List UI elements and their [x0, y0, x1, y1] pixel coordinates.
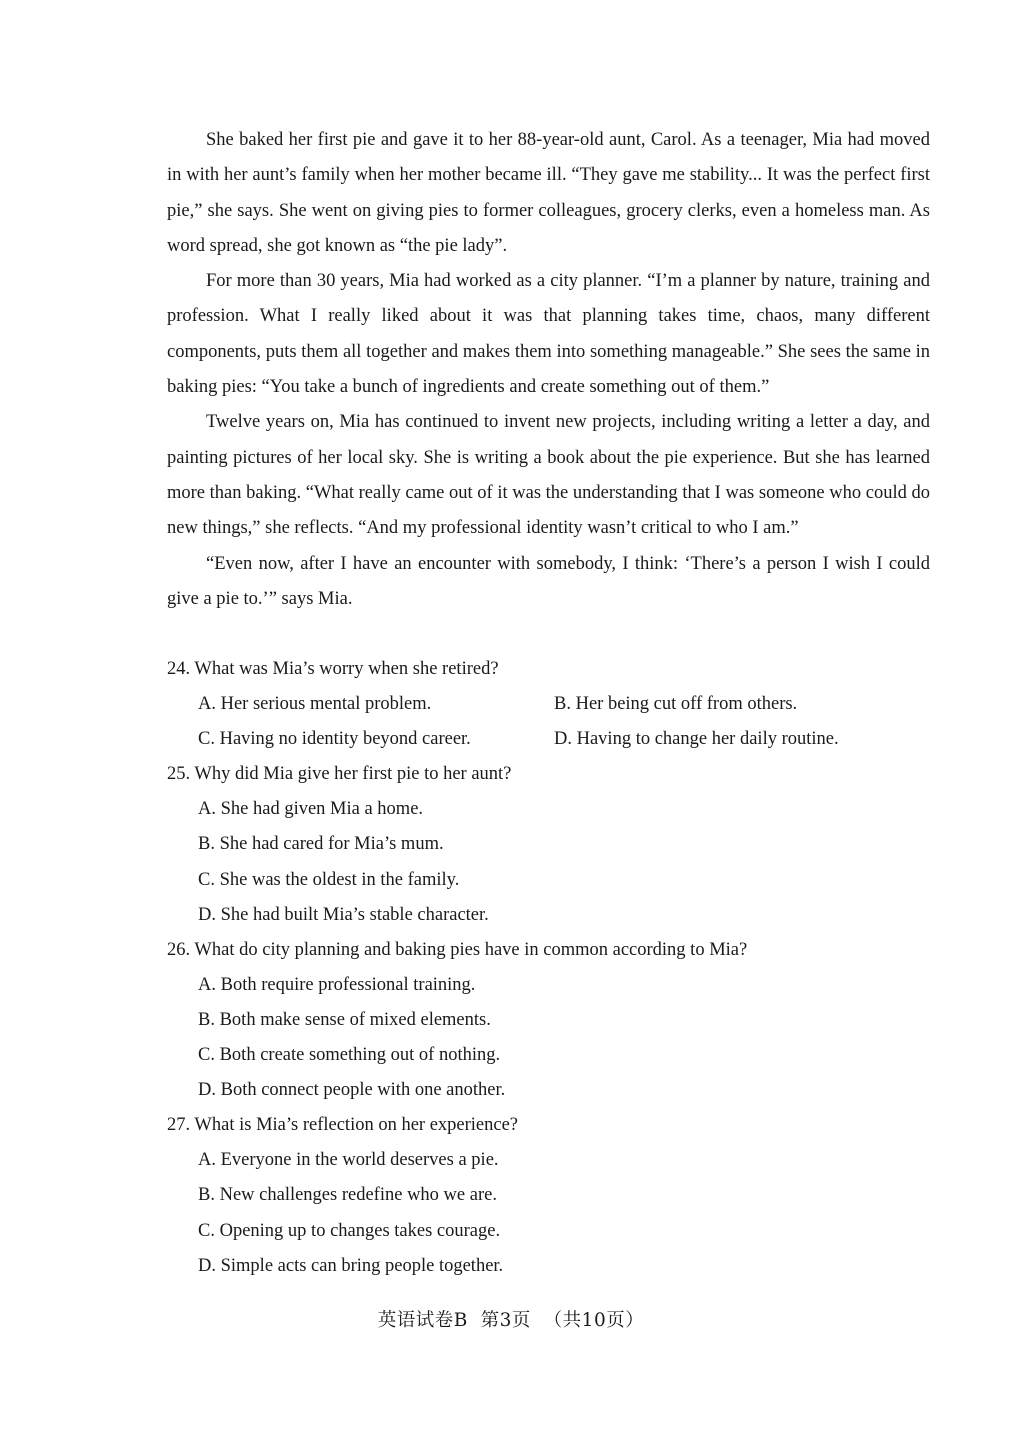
option-c: C. Both create something out of nothing.	[198, 1045, 501, 1066]
option-a: A. She had given Mia a home.	[198, 799, 424, 820]
question-stem: 27. What is Mia’s reflection on her experience?	[167, 1115, 519, 1136]
option-c: C. She was the oldest in the family.	[198, 869, 460, 890]
option-b: B. Her being cut off from others.	[554, 694, 798, 715]
option-a: A. Her serious mental problem.	[198, 694, 432, 715]
page-footer: 英语试卷B 第3页 （共10页）	[377, 1310, 645, 1331]
option-d: D. She had built Mia’s stable character.	[198, 904, 489, 925]
question-25	[167, 757, 930, 932]
option-c: C. Opening up to changes takes courage.	[198, 1220, 501, 1241]
option-row	[167, 722, 930, 757]
option-c: C. Having no identity beyond career.	[198, 729, 471, 750]
option-d: D. Having to change her daily routine.	[554, 729, 839, 750]
passage-paragraph-1: She baked her first pie and gave it to her 88-year-old aunt, Carol. As a teenager, Mia had moved in with her aunt’s family when her mother became ill. “They gave me stability... It was the perfect first pie,” she says. She went on giving pies to former colleagues, grocery clerks, even a homeless man. As word spread, she got known as “the pie lady”.	[167, 130, 930, 256]
option-a: A. Both require professional training.	[198, 974, 476, 995]
option-b: B. Both make sense of mixed elements.	[198, 1009, 491, 1030]
question-stem: 25. Why did Mia give her first pie to her aunt?	[167, 764, 512, 785]
passage-paragraph-3: Twelve years on, Mia has continued to invent new projects, including writing a letter a day, and painting pictures of her local sky. She is writing a book about the pie experience. But she has learned more than baking. “What really came out of it was the understanding that I was someone who could do new things,” she reflects. “And my professional identity wasn’t critical to who I am.”	[167, 412, 930, 539]
option-d: D. Simple acts can bring people together.	[198, 1255, 504, 1276]
question-stem: 26. What do city planning and baking pies have in common according to Mia?	[167, 939, 748, 960]
question-stem: 24. What was Mia’s worry when she retired?	[167, 659, 499, 679]
question-26	[167, 933, 930, 1108]
passage-paragraph-4: “Even now, after I have an encounter with somebody, I think: ‘There’s a person I wish I could give a pie to.’” says Mia.	[167, 553, 930, 609]
passage-paragraph-2: For more than 30 years, Mia had worked as a city planner. “I’m a planner by nature, training and profession. What I really liked about it was that planning takes time, chaos, many different components, puts them all together and makes them into something manageable.” She sees the same in baking pies: “You take a bunch of ingredients and create something out of them.”	[167, 271, 930, 398]
question-27	[167, 1108, 930, 1283]
option-b: B. She had cared for Mia’s mum.	[198, 834, 444, 855]
question-list	[167, 652, 930, 1284]
option-d: D. Both connect people with one another.	[198, 1080, 506, 1101]
option-row	[167, 687, 930, 722]
option-a: A. Everyone in the world deserves a pie.	[198, 1150, 499, 1171]
reading-passage	[167, 123, 930, 617]
question-24	[167, 652, 930, 757]
option-b: B. New challenges redefine who we are.	[198, 1185, 497, 1206]
